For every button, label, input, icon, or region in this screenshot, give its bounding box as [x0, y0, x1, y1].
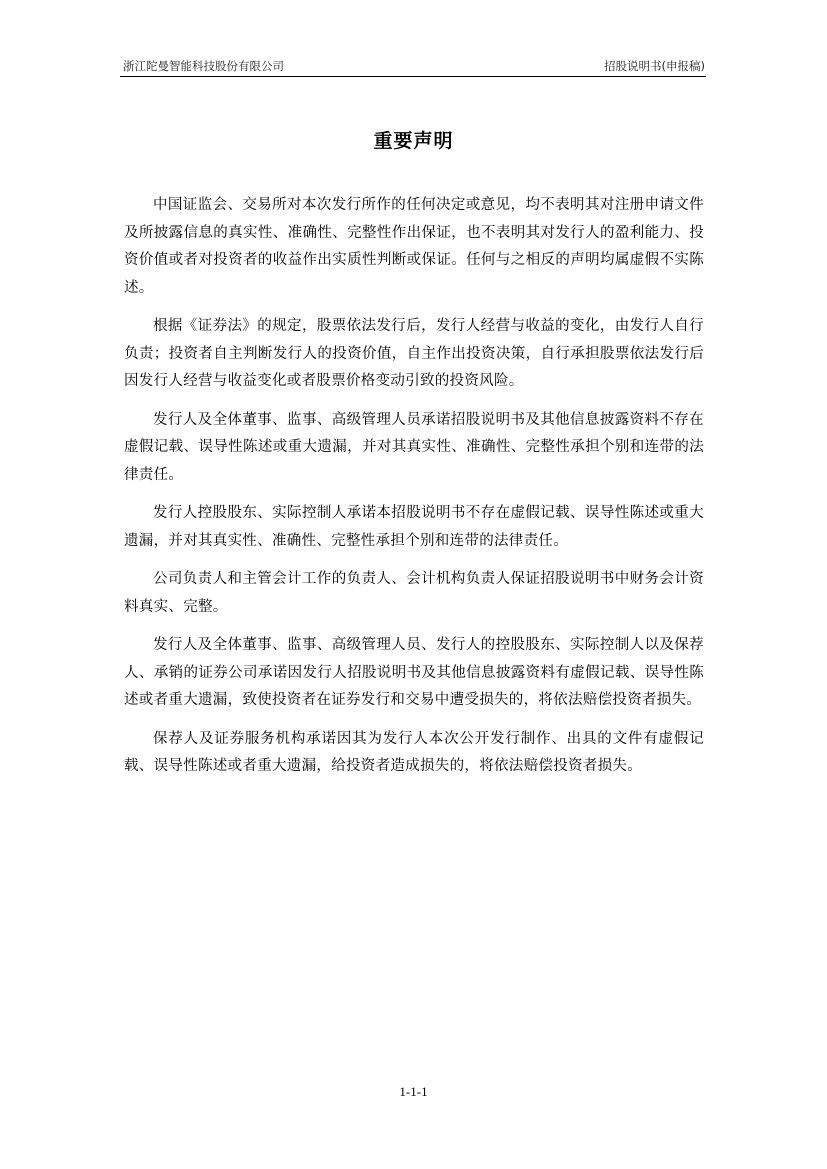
paragraph: 中国证监会、交易所对本次发行所作的任何决定或意见，均不表明其对注册申请文件及所披露信息的真实性、准确性、完整性作出保证，也不表明其对发行人的盈利能力、投资价值或者对投资者的收益作出实质性判断或保证。任何与之相反的声明均属虚假不实陈述。: [124, 197, 704, 296]
header-company-name: 浙江陀曼智能科技股份有限公司: [123, 59, 284, 73]
paragraph: 根据《证券法》的规定，股票依法发行后，发行人经营与收益的变化，由发行人自行负责；投资者自主判断发行人的投资价值，自主作出投资决策，自行承担股票依法发行后因发行人经营与收益变化或者股票价格变动引致的投资风险。: [124, 318, 704, 389]
header-document-type: 招股说明书(申报稿): [604, 59, 705, 73]
page-number: 1-1-1: [399, 1084, 428, 1099]
header-divider: [120, 76, 706, 77]
paragraph: 发行人控股股东、实际控制人承诺本招股说明书不存在虚假记载、误导性陈述或重大遗漏，并对其真实性、准确性、完整性承担个别和连带的法律责任。: [124, 505, 704, 549]
statement-body: [124, 192, 704, 792]
paragraph: 保荐人及证券服务机构承诺因其为发行人本次公开发行制作、出具的文件有虚假记载、误导性陈述或者重大遗漏，给投资者造成损失的，将依法赔偿投资者损失。: [124, 730, 704, 774]
paragraph: 发行人及全体董事、监事、高级管理人员、发行人的控股股东、实际控制人以及保荐人、承销的证券公司承诺因发行人招股说明书及其他信息披露资料有虚假记载、误导性陈述或者重大遗漏，致使投资者在证券发行和交易中遭受损失的，将依法赔偿投资者损失。: [124, 637, 704, 708]
page-title: 重要声明: [373, 130, 454, 152]
paragraph: 公司负责人和主管会计工作的负责人、会计机构负责人保证招股说明书中财务会计资料真实、完整。: [124, 571, 704, 615]
page-header: [123, 58, 705, 78]
paragraph: 发行人及全体董事、监事、高级管理人员承诺招股说明书及其他信息披露资料不存在虚假记载、误导性陈述或重大遗漏，并对其真实性、准确性、完整性承担个别和连带的法律责任。: [124, 411, 704, 483]
